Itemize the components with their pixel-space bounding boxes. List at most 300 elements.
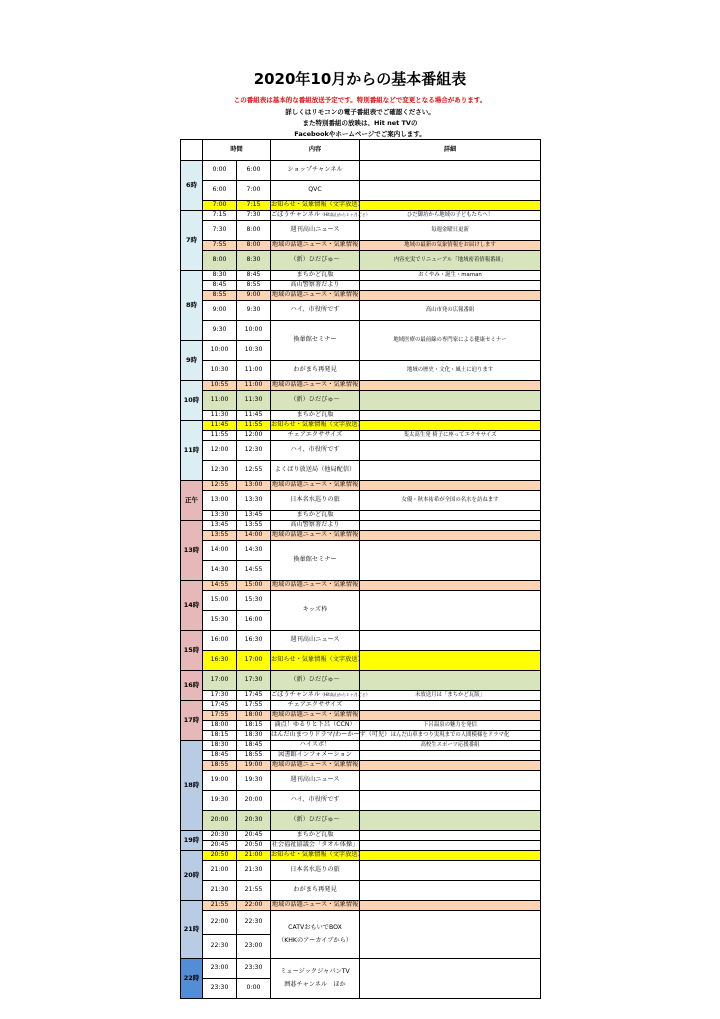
table-row [181,301,541,321]
end-time: 22:00 [237,901,271,911]
program-detail [360,421,541,431]
start-time: 7:15 [203,211,237,221]
end-time: 18:55 [237,751,271,761]
table-row [181,281,541,291]
hour-label: 22時 [181,959,203,999]
program-detail [360,831,541,841]
program-title [271,221,360,241]
program-title [271,381,360,391]
program-title [271,881,360,901]
program-title [271,281,360,291]
program-title-text: チェアエクササイズ [287,701,343,709]
hour-label: 14時 [181,581,203,631]
end-time: 6:00 [237,161,271,181]
program-title-text: 地域の話題ニュース・気象情報 [271,581,359,589]
start-time: 16:00 [203,631,237,651]
hour-label: 9時 [181,341,203,381]
program-title-text: はんだ山まつりドラマ/わーかーず（可児） [271,731,391,739]
program-title-text: ハイ、市役所です [290,446,340,454]
program-title-text: （新）ひだびゅ～ [290,676,340,684]
program-title-text: わがまち再発見 [293,366,337,374]
start-time: 7:55 [203,241,237,251]
end-time: 16:30 [237,631,271,651]
start-time: 17:00 [203,671,237,691]
start-time: 10:00 [203,341,237,361]
end-time: 19:00 [237,761,271,771]
end-time: 7:00 [237,181,271,201]
end-time: 9:00 [237,291,271,301]
end-time: 15:00 [237,581,271,591]
program-detail [360,671,541,691]
program-detail [360,511,541,521]
end-time: 20:30 [237,811,271,831]
hour-label: 21時 [181,901,203,959]
start-time: 14:00 [203,541,237,561]
start-time: 17:45 [203,701,237,711]
program-title-text: お知らせ・気象情報（文字放送） [271,656,364,664]
table-row [181,291,541,301]
start-time: 12:30 [203,461,237,481]
program-detail: 女優・秋本祐希が全国の名水を訪ねます [360,491,541,511]
program-title-text: 満点！ゆるりと下呂（CCN） [274,721,356,729]
table-row [181,411,541,421]
start-time: 8:55 [203,291,237,301]
start-time: 20:30 [203,831,237,841]
table-row [181,761,541,771]
program-detail [360,651,541,671]
table-row [181,731,541,741]
start-time: 20:45 [203,841,237,851]
program-title-text: まちかど瓦版 [296,511,334,519]
table-row [181,711,541,721]
program-title-text: 換暈館セミナー [293,336,337,344]
program-title [271,861,360,881]
program-title-text: 換暈館セミナー [293,556,337,564]
start-time: 16:30 [203,651,237,671]
table-row [181,251,541,271]
start-time: 11:55 [203,431,237,441]
program-title-text: まちかど瓦版 [296,411,334,419]
program-detail: 下呂温泉の魅力を発信 [360,721,541,731]
program-detail [360,771,541,791]
program-title-line2: 囲碁チャンネル ほか [284,980,346,988]
start-time: 11:30 [203,411,237,421]
start-time: 22:30 [203,935,237,959]
program-title [271,511,360,521]
end-time: 17:45 [237,691,271,701]
start-time: 22:00 [203,911,237,935]
start-time: 18:55 [203,761,237,771]
end-time: 13:45 [237,511,271,521]
table-row [181,911,541,935]
schedule-table [180,139,541,999]
table-row [181,791,541,811]
table-row [181,741,541,751]
program-detail: 地域の歴史・文化・風土に迫ります [360,361,541,381]
table-row [181,861,541,881]
program-detail [360,481,541,491]
start-time: 13:45 [203,521,237,531]
program-title-text: 高山警察署だより [290,281,340,289]
table-row [181,841,541,851]
end-time: 17:30 [237,671,271,691]
table-row [181,271,541,281]
table-row [181,161,541,181]
program-title [271,701,360,711]
table-row [181,701,541,711]
end-time: 13:00 [237,481,271,491]
start-time: 20:50 [203,851,237,861]
table-row [181,631,541,651]
program-title [271,291,360,301]
start-time: 12:55 [203,481,237,491]
start-time: 18:30 [203,741,237,751]
table-row [181,381,541,391]
program-title-text: お知らせ・気象情報（文字放送） [271,851,364,859]
program-title [271,671,360,691]
hour-label: 6時 [181,161,203,211]
end-time: 11:55 [237,421,271,431]
end-time: 14:00 [237,531,271,541]
start-time: 14:55 [203,581,237,591]
program-detail: 未放送月は「まちかど瓦版」 [360,691,541,701]
end-time: 17:00 [237,651,271,671]
program-detail [360,711,541,721]
program-title-text: QVC [308,186,322,194]
start-time: 14:30 [203,561,237,581]
program-title [271,251,360,271]
end-time: 13:55 [237,521,271,531]
program-detail: 内容充実でリニューアル「地域密着情報番組」 [360,251,541,271]
table-row [181,461,541,481]
hour-label: 10時 [181,381,203,421]
end-time: 20:45 [237,831,271,841]
program-title-text: 地域の話題ニュース・気象情報 [271,531,359,539]
end-time: 21:00 [237,851,271,861]
hour-label: 20時 [181,851,203,901]
program-title [271,841,360,851]
end-time: 18:00 [237,711,271,721]
start-time: 18:00 [203,721,237,731]
program-detail [360,581,541,591]
program-detail: はんだ山車まつり実現までの人間模様をドラマ化 [360,731,541,741]
program-detail [360,791,541,811]
program-title-text: ハイ、市役所です [290,796,340,804]
start-time: 11:45 [203,421,237,431]
table-row [181,881,541,901]
program-title [271,241,360,251]
info-line-1: 詳しくはリモコンの電子番組表でご確認ください。 [285,108,435,116]
table-row [181,421,541,431]
program-title-text: 週刊高山ニュース [290,636,340,644]
table-row [181,181,541,201]
start-time: 10:30 [203,361,237,381]
end-time: 15:30 [237,591,271,611]
end-time: 23:30 [237,959,271,979]
start-time: 19:00 [203,771,237,791]
program-detail: 地域医療の最前線の専門家による健康セミナー [360,321,541,361]
program-title-text: お知らせ・気象情報（文字放送） [271,421,364,429]
table-row [181,721,541,731]
start-time: 13:00 [203,491,237,511]
table-row [181,211,541,221]
program-detail [360,381,541,391]
table-row [181,201,541,211]
program-title-text: （新）ひだびゅ～ [290,816,340,824]
program-title-text: 日本名水巡りの旅 [290,496,340,504]
program-title-text: ミュージックジャパンTV [280,968,350,976]
program-title [271,771,360,791]
start-time: 9:00 [203,301,237,321]
program-title-text: 地域の話題ニュース・気象情報 [271,711,359,719]
program-detail [360,851,541,861]
start-time: 20:00 [203,811,237,831]
table-row [181,531,541,541]
end-time: 10:30 [237,341,271,361]
start-time: 9:30 [203,321,237,341]
start-time: 19:30 [203,791,237,811]
program-title [271,631,360,651]
program-title-text: 地域の話題ニュース・気象情報 [271,481,359,489]
table-row [181,831,541,841]
start-time: 7:00 [203,201,237,211]
program-title [271,811,360,831]
program-title-text: よくばり放送局（他局配信） [274,466,356,474]
end-time: 16:00 [237,611,271,631]
program-detail [360,201,541,211]
program-title-text: （新）ひだびゅ～ [290,256,340,264]
table-row [181,541,541,561]
program-title-text: 図書館インフォメーション [278,751,352,759]
program-title-text: 地域の話題ニュース・気象情報 [271,761,359,769]
table-row [181,361,541,381]
end-time: 20:50 [237,841,271,851]
end-time: 13:30 [237,491,271,511]
program-title-line2: （KHKのアーカイブから） [278,936,352,944]
program-detail [360,281,541,291]
end-time: 21:55 [237,881,271,901]
program-title-text: 週刊高山ニュース [290,226,340,234]
start-time: 8:00 [203,251,237,271]
program-detail [360,861,541,881]
end-time: 8:00 [237,241,271,251]
program-title-text: 地域の話題ニュース・気象情報 [271,901,359,909]
program-title [271,301,360,321]
program-detail [360,461,541,481]
program-title-text: 社会福祉協議会「タオル体操」 [271,841,359,849]
end-time: 22:30 [237,911,271,935]
end-time: 14:30 [237,541,271,561]
start-time: 21:30 [203,881,237,901]
table-row [181,321,541,341]
end-time: 8:55 [237,281,271,291]
program-detail [360,521,541,531]
notice-text: この番組表は基本的な番組放送予定です。特別番組などで変更となる場合があります。 [233,96,487,104]
program-detail [360,161,541,181]
end-time: 8:45 [237,271,271,281]
hour-label: 11時 [181,421,203,481]
program-title-text: （新）ひだびゅ～ [290,396,340,404]
start-time: 15:30 [203,611,237,631]
program-title [271,391,360,411]
program-title-text: ごぼうチャンネル [271,211,321,219]
program-detail: ひだ御坊から地域の子どもたちへ！ [360,211,541,221]
end-time: 20:00 [237,791,271,811]
program-detail [360,531,541,541]
table-row [181,481,541,491]
end-time: 18:30 [237,731,271,741]
start-time: 17:30 [203,691,237,701]
program-title [271,411,360,421]
info-line-2: また特別番組の放映は、Hit net TVの [302,119,418,127]
start-time: 13:55 [203,531,237,541]
program-title [271,181,360,201]
program-detail: おくやみ・誕生・maman [360,271,541,281]
end-time: 17:55 [237,701,271,711]
start-time: 10:55 [203,381,237,391]
end-time: 0:00 [237,979,271,999]
end-time: 11:45 [237,411,271,421]
table-row [181,851,541,861]
program-detail [360,391,541,411]
start-time: 7:30 [203,221,237,241]
program-title [271,361,360,381]
program-title-text: 高山警察署だより [290,521,340,529]
program-detail: 斐太高生発 椅子に座ってエクササイズ [360,431,541,441]
start-time: 23:00 [203,959,237,979]
hour-label: 13時 [181,521,203,581]
table-row [181,391,541,411]
program-detail [360,291,541,301]
program-title [271,751,360,761]
table-row [181,771,541,791]
end-time: 12:00 [237,431,271,441]
start-time: 21:55 [203,901,237,911]
table-row [181,811,541,831]
program-title [271,431,360,441]
program-title [271,441,360,461]
program-detail [360,411,541,421]
start-time: 18:15 [203,731,237,741]
hour-label: 15時 [181,631,203,671]
table-row [181,901,541,911]
program-title [271,959,360,999]
table-row [181,671,541,691]
end-time: 23:00 [237,935,271,959]
table-row [181,521,541,531]
program-detail [360,441,541,461]
end-time: 19:30 [237,771,271,791]
start-time: 12:00 [203,441,237,461]
program-title [271,761,360,771]
program-title [271,321,360,361]
schedule-body [181,161,541,999]
start-time: 11:00 [203,391,237,411]
program-detail [360,841,541,851]
program-title-text: 地域の話題ニュース・気象情報 [271,381,359,389]
program-title-text: ハイ、市役所です [290,306,340,314]
end-time: 18:45 [237,741,271,751]
program-detail [360,901,541,911]
start-time: 0:00 [203,161,237,181]
program-detail [360,591,541,631]
program-detail [360,959,541,999]
program-title-text: 日本名水巡りの旅 [290,866,340,874]
program-title [271,731,391,741]
program-detail [360,761,541,771]
program-title-text: 週刊高山ニュース [290,776,340,784]
hour-label: 正午 [181,481,203,521]
end-time: 18:15 [237,721,271,731]
program-title [271,651,364,671]
program-title-text: まちかど瓦版 [296,831,334,839]
program-title [271,691,370,701]
program-title-text: ハイスポ！ [299,741,331,749]
hour-label: 8時 [181,271,203,341]
start-time: 21:00 [203,861,237,881]
end-time: 21:30 [237,861,271,881]
program-title [271,741,360,751]
program-detail [360,541,541,581]
table-row [181,591,541,611]
program-title [271,851,364,861]
program-title [271,491,360,511]
program-title-text: CATVおもいでBOX [288,924,342,932]
program-title-text: ごぼうチャンネル [271,691,321,699]
start-time: 13:30 [203,511,237,521]
start-time: 18:45 [203,751,237,761]
header-content: 内容 [271,140,360,161]
program-title [271,901,360,911]
start-time: 23:30 [203,979,237,999]
hour-label: 18時 [181,741,203,831]
end-time: 8:30 [237,251,271,271]
table-row [181,511,541,521]
info-line-3: Facebookやホームページでご案内します。 [294,130,426,138]
start-time: 15:00 [203,591,237,611]
end-time: 11:30 [237,391,271,411]
table-row [181,581,541,591]
program-title-note: （Hit高山から１ヶ月ごと） [320,692,370,698]
hour-label: 17時 [181,701,203,741]
program-title [271,721,360,731]
program-title [271,461,360,481]
table-row [181,959,541,979]
program-title-text: 地域の話題ニュース・気象情報 [271,291,359,299]
program-detail [360,881,541,901]
header-detail: 詳細 [360,140,541,161]
hour-label: 7時 [181,211,203,271]
program-title-text: わがまち再発見 [293,886,337,894]
end-time: 12:30 [237,441,271,461]
end-time: 11:00 [237,381,271,391]
hour-label: 19時 [181,831,203,851]
program-title-text: チェアエクササイズ [287,431,343,439]
program-detail [360,701,541,711]
program-title [271,481,360,491]
program-title [271,421,364,431]
program-title-text: 地域の話題ニュース・気象情報 [271,241,359,249]
program-title [271,581,360,591]
program-title-text: キッズ枠 [302,606,328,614]
end-time: 9:30 [237,301,271,321]
program-detail: 毎週金曜日更新 [360,221,541,241]
table-row [181,691,541,701]
end-time: 11:00 [237,361,271,381]
table-row [181,221,541,241]
program-title [271,541,360,581]
program-detail [360,811,541,831]
